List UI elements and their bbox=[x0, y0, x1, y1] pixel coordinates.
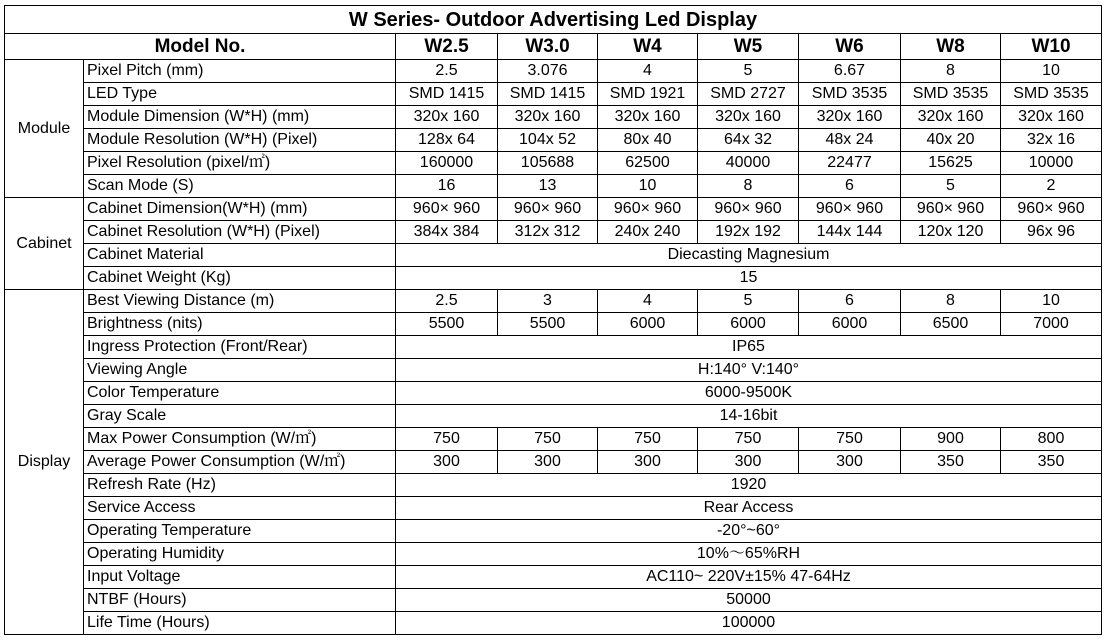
spec-value: SMD 1415 bbox=[498, 83, 598, 106]
spec-label: NTBF (Hours) bbox=[84, 589, 396, 612]
table-row bbox=[5, 244, 1102, 267]
spec-value: 5500 bbox=[498, 313, 598, 336]
spec-value: 8 bbox=[698, 175, 799, 198]
model-header: W6 bbox=[799, 34, 901, 60]
spec-value: 2 bbox=[1001, 175, 1102, 198]
spec-value: SMD 3535 bbox=[901, 83, 1001, 106]
table-row bbox=[5, 175, 1102, 198]
spec-label: Pixel Resolution (pixel/㎡) bbox=[84, 152, 396, 175]
model-header: W8 bbox=[901, 34, 1001, 60]
spec-value: 15625 bbox=[901, 152, 1001, 175]
table-row bbox=[5, 198, 1102, 221]
spec-value: 960× 960 bbox=[799, 198, 901, 221]
group-label: Module bbox=[5, 60, 84, 198]
spec-value: 300 bbox=[598, 451, 698, 474]
spec-value: 960× 960 bbox=[698, 198, 799, 221]
spec-value: 800 bbox=[1001, 428, 1102, 451]
table-row bbox=[5, 290, 1102, 313]
model-header: W2.5 bbox=[396, 34, 498, 60]
spec-value: 300 bbox=[799, 451, 901, 474]
spec-value: SMD 1921 bbox=[598, 83, 698, 106]
table-row bbox=[5, 152, 1102, 175]
spec-value: 8 bbox=[901, 60, 1001, 83]
spec-value: 4 bbox=[598, 60, 698, 83]
spec-value: 160000 bbox=[396, 152, 498, 175]
spec-label: Color Temperature bbox=[84, 382, 396, 405]
spec-value: 960× 960 bbox=[1001, 198, 1102, 221]
spec-value: 750 bbox=[396, 428, 498, 451]
spec-label: Refresh Rate (Hz) bbox=[84, 474, 396, 497]
spec-value: 320x 160 bbox=[901, 106, 1001, 129]
spec-label: Ingress Protection (Front/Rear) bbox=[84, 336, 396, 359]
spec-value: 320x 160 bbox=[598, 106, 698, 129]
table-row bbox=[5, 106, 1102, 129]
spec-value-shared: H:140° V:140° bbox=[396, 359, 1102, 382]
spec-value: 6000 bbox=[799, 313, 901, 336]
spec-value: 48x 24 bbox=[799, 129, 901, 152]
spec-value: 6000 bbox=[598, 313, 698, 336]
spec-label: Service Access bbox=[84, 497, 396, 520]
spec-value: 144x 144 bbox=[799, 221, 901, 244]
spec-value: 10 bbox=[1001, 290, 1102, 313]
spec-value: SMD 1415 bbox=[396, 83, 498, 106]
spec-value: 104x 52 bbox=[498, 129, 598, 152]
spec-value: 750 bbox=[698, 428, 799, 451]
table-row bbox=[5, 129, 1102, 152]
spec-value: 3.076 bbox=[498, 60, 598, 83]
spec-label: Cabinet Dimension(W*H) (mm) bbox=[84, 198, 396, 221]
table-row bbox=[5, 474, 1102, 497]
spec-value: 6 bbox=[799, 175, 901, 198]
spec-value: 13 bbox=[498, 175, 598, 198]
spec-value: 5 bbox=[698, 60, 799, 83]
table-row bbox=[5, 451, 1102, 474]
spec-value-shared: 6000-9500K bbox=[396, 382, 1102, 405]
model-no-header: Model No. bbox=[5, 34, 396, 60]
table-row bbox=[5, 359, 1102, 382]
spec-label: Cabinet Resolution (W*H) (Pixel) bbox=[84, 221, 396, 244]
spec-value: 62500 bbox=[598, 152, 698, 175]
spec-label: Scan Mode (S) bbox=[84, 175, 396, 198]
spec-value: 4 bbox=[598, 290, 698, 313]
spec-value-shared: Diecasting Magnesium bbox=[396, 244, 1102, 267]
spec-value: 5500 bbox=[396, 313, 498, 336]
model-header: W3.0 bbox=[498, 34, 598, 60]
spec-value: 320x 160 bbox=[498, 106, 598, 129]
spec-value: 750 bbox=[799, 428, 901, 451]
spec-value: 64x 32 bbox=[698, 129, 799, 152]
spec-value: 3 bbox=[498, 290, 598, 313]
spec-value: 300 bbox=[698, 451, 799, 474]
spec-value: 32x 16 bbox=[1001, 129, 1102, 152]
spec-value: 40000 bbox=[698, 152, 799, 175]
spec-table bbox=[4, 5, 1102, 635]
spec-value: 750 bbox=[498, 428, 598, 451]
spec-label: Brightness (nits) bbox=[84, 313, 396, 336]
spec-value: 312x 312 bbox=[498, 221, 598, 244]
spec-value: 105688 bbox=[498, 152, 598, 175]
table-row bbox=[5, 497, 1102, 520]
table-row bbox=[5, 221, 1102, 244]
spec-value: 350 bbox=[901, 451, 1001, 474]
table-title: W Series- Outdoor Advertising Led Display bbox=[5, 6, 1102, 34]
spec-label: Input Voltage bbox=[84, 566, 396, 589]
spec-value: 16 bbox=[396, 175, 498, 198]
table-row bbox=[5, 566, 1102, 589]
table-row bbox=[5, 405, 1102, 428]
spec-value: 120x 120 bbox=[901, 221, 1001, 244]
spec-value-shared: 14-16bit bbox=[396, 405, 1102, 428]
table-row bbox=[5, 313, 1102, 336]
spec-value: 320x 160 bbox=[799, 106, 901, 129]
spec-label: Cabinet Material bbox=[84, 244, 396, 267]
spec-value: 192x 192 bbox=[698, 221, 799, 244]
spec-label: Viewing Angle bbox=[84, 359, 396, 382]
spec-value: 80x 40 bbox=[598, 129, 698, 152]
table-row bbox=[5, 60, 1102, 83]
spec-label: Cabinet Weight (Kg) bbox=[84, 267, 396, 290]
spec-label: Module Resolution (W*H) (Pixel) bbox=[84, 129, 396, 152]
spec-value: 10 bbox=[598, 175, 698, 198]
spec-label: LED Type bbox=[84, 83, 396, 106]
spec-value: 8 bbox=[901, 290, 1001, 313]
table-row bbox=[5, 589, 1102, 612]
spec-label: Pixel Pitch (mm) bbox=[84, 60, 396, 83]
model-header: W4 bbox=[598, 34, 698, 60]
table-row bbox=[5, 267, 1102, 290]
table-row bbox=[5, 543, 1102, 566]
spec-value: 6500 bbox=[901, 313, 1001, 336]
spec-value: 5 bbox=[901, 175, 1001, 198]
group-label: Cabinet bbox=[5, 198, 84, 290]
spec-value: 350 bbox=[1001, 451, 1102, 474]
table-row bbox=[5, 336, 1102, 359]
spec-value: 10 bbox=[1001, 60, 1102, 83]
spec-value: SMD 3535 bbox=[1001, 83, 1102, 106]
spec-value-shared: 10%～65%RH bbox=[396, 543, 1102, 566]
spec-value: 240x 240 bbox=[598, 221, 698, 244]
spec-value: 2.5 bbox=[396, 60, 498, 83]
spec-value: 320x 160 bbox=[1001, 106, 1102, 129]
spec-value: SMD 2727 bbox=[698, 83, 799, 106]
spec-value: 960× 960 bbox=[901, 198, 1001, 221]
spec-value-shared: Rear Access bbox=[396, 497, 1102, 520]
spec-value: 2.5 bbox=[396, 290, 498, 313]
spec-value: 320x 160 bbox=[396, 106, 498, 129]
spec-value: 5 bbox=[698, 290, 799, 313]
spec-value-shared: 15 bbox=[396, 267, 1102, 290]
table-row bbox=[5, 428, 1102, 451]
spec-value: 22477 bbox=[799, 152, 901, 175]
spec-value-shared: -20°~60° bbox=[396, 520, 1102, 543]
model-header: W5 bbox=[698, 34, 799, 60]
spec-value-shared: AC110~ 220V±15% 47-64Hz bbox=[396, 566, 1102, 589]
spec-label: Life Time (Hours) bbox=[84, 612, 396, 635]
spec-value-shared: 100000 bbox=[396, 612, 1102, 635]
spec-value: 128x 64 bbox=[396, 129, 498, 152]
spec-value: 750 bbox=[598, 428, 698, 451]
model-header: W10 bbox=[1001, 34, 1102, 60]
spec-value: 960× 960 bbox=[396, 198, 498, 221]
spec-value: 300 bbox=[498, 451, 598, 474]
spec-value-shared: 50000 bbox=[396, 589, 1102, 612]
spec-value: 300 bbox=[396, 451, 498, 474]
group-label: Display bbox=[5, 290, 84, 635]
table-row bbox=[5, 520, 1102, 543]
spec-label: Module Dimension (W*H) (mm) bbox=[84, 106, 396, 129]
spec-value: 6.67 bbox=[799, 60, 901, 83]
spec-value: 7000 bbox=[1001, 313, 1102, 336]
spec-label: Gray Scale bbox=[84, 405, 396, 428]
table-row bbox=[5, 83, 1102, 106]
spec-label: Operating Temperature bbox=[84, 520, 396, 543]
spec-label: Average Power Consumption (W/㎡) bbox=[84, 451, 396, 474]
table-row bbox=[5, 382, 1102, 405]
spec-value: SMD 3535 bbox=[799, 83, 901, 106]
spec-value: 900 bbox=[901, 428, 1001, 451]
spec-value-shared: IP65 bbox=[396, 336, 1102, 359]
spec-value: 10000 bbox=[1001, 152, 1102, 175]
spec-value: 960× 960 bbox=[498, 198, 598, 221]
spec-value: 96x 96 bbox=[1001, 221, 1102, 244]
spec-label: Operating Humidity bbox=[84, 543, 396, 566]
spec-label: Best Viewing Distance (m) bbox=[84, 290, 396, 313]
spec-value: 960× 960 bbox=[598, 198, 698, 221]
spec-value: 6 bbox=[799, 290, 901, 313]
spec-value: 40x 20 bbox=[901, 129, 1001, 152]
spec-label: Max Power Consumption (W/㎡) bbox=[84, 428, 396, 451]
spec-value: 320x 160 bbox=[698, 106, 799, 129]
table-row bbox=[5, 612, 1102, 635]
spec-value-shared: 1920 bbox=[396, 474, 1102, 497]
spec-value: 384x 384 bbox=[396, 221, 498, 244]
spec-value: 6000 bbox=[698, 313, 799, 336]
